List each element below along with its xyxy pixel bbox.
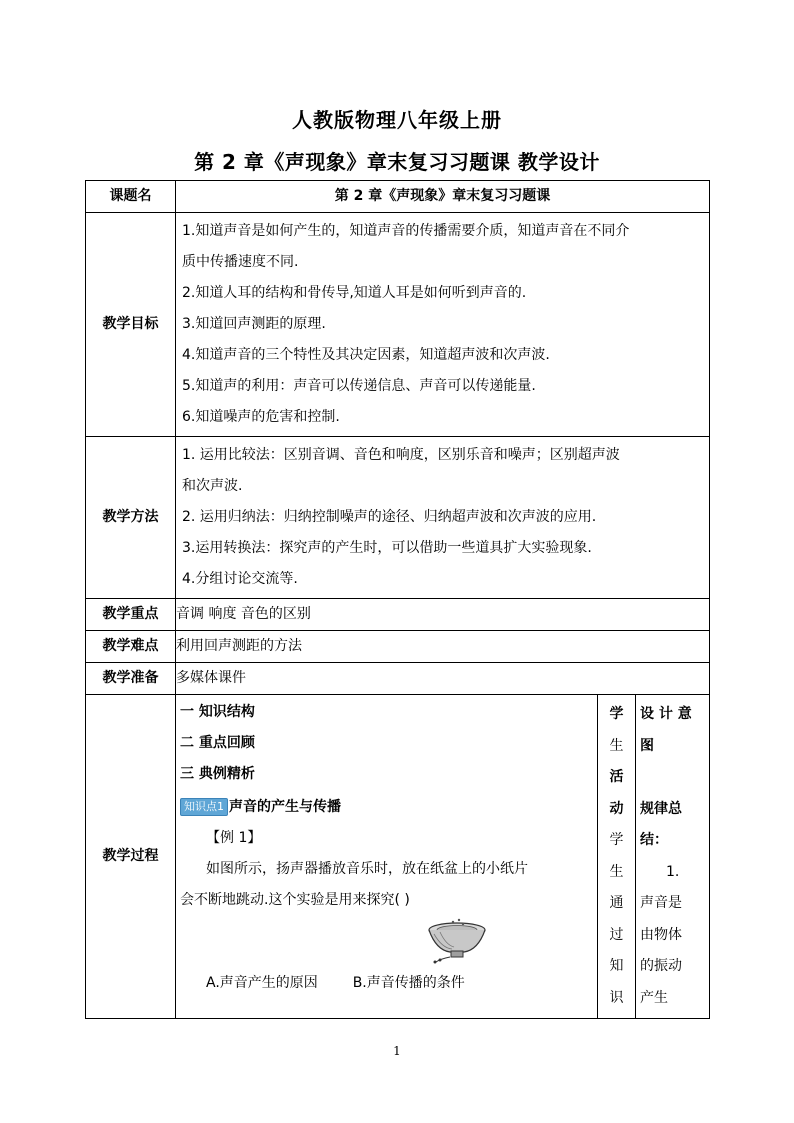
method-line: 3.运用转换法：探究声的产生时，可以借助一些道具扩大实验现象.: [182, 540, 592, 556]
document-subtitle: 第 2 章《声现象》章末复习习题课 教学设计: [194, 150, 600, 174]
student-activity-char: 学: [609, 706, 624, 722]
objective-line: 2.知道人耳的结构和骨传导,知道人耳是如何听到声音的.: [182, 285, 527, 301]
design-intent-heading: 图: [640, 737, 654, 754]
objective-line: 1.知道声音是如何产生的，知道声音的传播需要介质，知道声音在不同介: [182, 223, 630, 239]
lesson-plan-table: [85, 180, 710, 1019]
document-title: 人教版物理八年级上册: [292, 108, 502, 132]
objective-line: 4.知道声音的三个特性及其决定因素，知道超声波和次声波.: [182, 347, 550, 363]
row-methods: [86, 437, 710, 599]
row-objectives: [86, 213, 710, 437]
speaker-illustration-icon: [426, 918, 488, 964]
difficulties-label: 教学难点: [86, 631, 176, 663]
knowledge-point-title: 声音的产生与传播: [229, 799, 341, 815]
key-points-value: 音调 响度 音色的区别: [176, 599, 710, 631]
section-heading: 三 典例精析: [180, 766, 255, 782]
student-activity-column: [598, 695, 636, 1019]
summary-line: 产生: [640, 989, 668, 1006]
objective-line: 6.知道噪声的危害和控制.: [182, 409, 340, 425]
example-text: 如图所示，扬声器播放音乐时，放在纸盆上的小纸片: [206, 861, 528, 877]
objectives-content: [176, 213, 710, 437]
design-intent-column: [636, 695, 710, 1019]
student-activity-char: 动: [609, 800, 624, 817]
methods-content: [176, 437, 710, 599]
objective-line: 质中传播速度不同.: [182, 254, 299, 270]
page-number: 1: [393, 1044, 401, 1058]
section-heading: 二 重点回顾: [180, 735, 255, 751]
design-intent-heading: 设 计 意: [640, 706, 692, 722]
summary-label: 规律总: [640, 800, 682, 817]
summary-label: 结：: [640, 832, 668, 848]
student-activity-char: 过: [609, 926, 624, 943]
objective-line: 3.知道回声测距的原理.: [182, 316, 326, 332]
row-difficulties: [86, 631, 710, 663]
preparation-label: 教学准备: [86, 663, 176, 695]
course-name-label: 课题名: [86, 181, 176, 213]
objective-line: 5.知道声的利用：声音可以传递信息、声音可以传递能量.: [182, 378, 536, 394]
knowledge-point-tag: 知识点1: [180, 798, 228, 816]
student-activity-char: 通: [609, 895, 624, 911]
methods-label: 教学方法: [86, 437, 176, 599]
student-activity-char: 生: [609, 737, 624, 754]
method-line: 2. 运用归纳法：归纳控制噪声的途径、归纳超声波和次声波的应用.: [182, 509, 597, 525]
section-heading: 一 知识结构: [180, 704, 255, 720]
row-course-name: [86, 181, 710, 213]
course-name-value: 第 2 章《声现象》章末复习习题课: [176, 181, 710, 213]
summary-line: 由物体: [640, 926, 682, 943]
objectives-label: 教学目标: [86, 213, 176, 437]
preparation-value: 多媒体课件: [176, 663, 710, 695]
student-activity-char: 活: [609, 769, 624, 785]
student-activity-char: 生: [609, 863, 624, 880]
summary-line: 声音是: [640, 895, 682, 911]
summary-line: 的振动: [640, 958, 682, 974]
method-line: 1. 运用比较法：区别音调、音色和响度，区别乐音和噪声；区别超声波: [182, 447, 620, 463]
row-key-points: [86, 599, 710, 631]
key-points-label: 教学重点: [86, 599, 176, 631]
method-line: 和次声波.: [182, 478, 243, 494]
option-a: A.声音产生的原因: [206, 975, 318, 991]
example-text: 会不断地跳动.这个实验是用来探究( ): [180, 892, 410, 908]
method-line: 4.分组讨论交流等.: [182, 571, 298, 587]
student-activity-char: 识: [609, 989, 624, 1006]
row-process: [86, 695, 710, 1019]
summary-line: 1.: [666, 863, 680, 880]
example-label: 【例 1】: [206, 830, 262, 846]
process-content: [176, 695, 598, 1019]
student-activity-char: 学: [609, 832, 624, 848]
row-preparation: [86, 663, 710, 695]
student-activity-char: 知: [609, 958, 624, 974]
process-label: 教学过程: [86, 695, 176, 1019]
option-b: B.声音传播的条件: [352, 975, 465, 991]
difficulties-value: 利用回声测距的方法: [176, 631, 710, 663]
